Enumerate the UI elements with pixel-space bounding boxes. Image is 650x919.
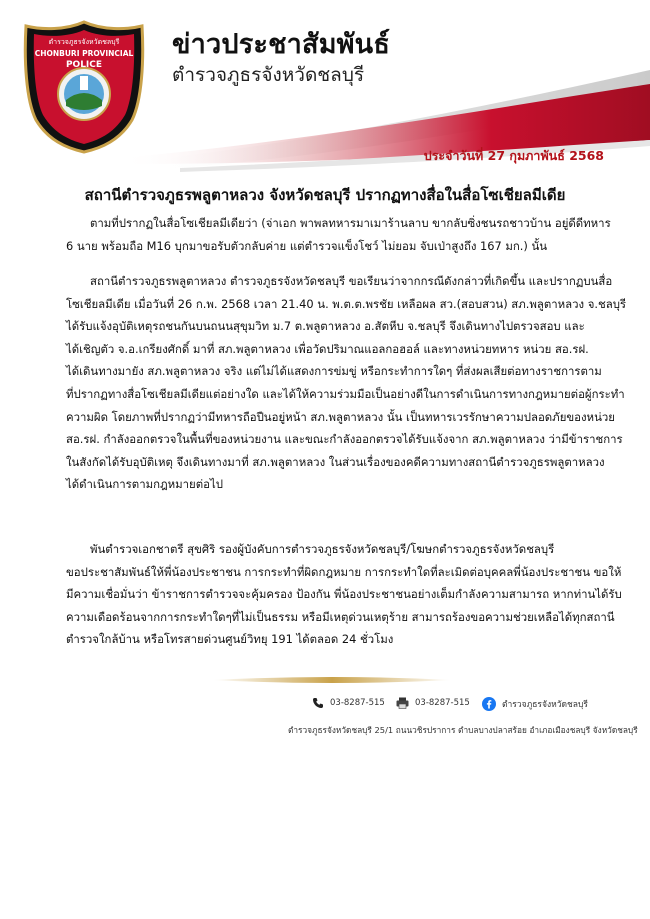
paragraph-line: โซเชียลมีเดีย เมื่อวันที่ 26 ก.พ. 2568 เวลา 21.40 น. พ.ต.ต.พรชัย เหลือผล สว.(สอบสวน) สภ.พลูตาหลวง จ.ชลบุรี	[66, 296, 627, 311]
paragraph-line: ตามที่ปรากฏในสื่อโซเชียลมีเดียว่า (จ่าเอก พาพลทหารมาเมาร้านลาบ ขากลับซิ่งชนรถชาวบ้าน อยู่ดีดีทหาร	[90, 216, 611, 230]
footer-address: ตำรวจภูธรจังหวัดชลบุรี 25/1 ถนนวชิรปราการ ตำบลบางปลาสร้อย อำเภอเมืองชลบุรี จังหวัดชลบุรี	[288, 725, 638, 735]
svg-text:ตำรวจภูธรจังหวัดชลบุรี: ตำรวจภูธรจังหวัดชลบุรี	[48, 38, 120, 46]
paragraph-line: ได้เดินทางมายัง สภ.พลูตาหลวง จริง แต่ไม่ได้แสดงการข่มขู่ หรือกระทำการใดๆ ที่ส่งผลเสียต่อทางราชการตาม	[66, 364, 602, 379]
release-date: ประจำวันที่ 27 กุมภาพันธ์ 2568	[423, 148, 604, 163]
paragraph-line: ความเดือดร้อนจากการกระทำใดๆที่ไม่เป็นธรรม หรือมีเหตุด่วนเหตุร้าย สามารถร้องขอความช่วยเหลือได้ทุกสถานี	[66, 609, 615, 624]
paragraph-1	[66, 212, 611, 257]
headline: สถานีตำรวจภูธรพลูตาหลวง จังหวัดชลบุรี ปรากฏทางสื่อในสื่อโซเชียลมีเดีย	[84, 186, 566, 204]
fax-number: 03-8287-515	[415, 698, 470, 708]
brand-subtitle: ตำรวจภูธรจังหวัดชลบุรี	[172, 64, 365, 86]
paragraph-2	[66, 270, 627, 496]
paragraph-line: มีความเชื่อมั่นว่า ข้าราชการตำรวจจะคุ้มครอง ป้องกัน พี่น้องประชาชนอย่างเต็มกำลังความสามารถ หากท่านได้รับ	[66, 587, 622, 602]
svg-text:CHONBURI PROVINCIAL: CHONBURI PROVINCIAL	[34, 49, 134, 58]
paragraph-line: ได้ดำเนินการตามกฎหมายต่อไป	[66, 477, 223, 492]
facebook-page-name: ตำรวจภูธรจังหวัดชลบุรี	[502, 700, 588, 710]
phone-icon	[312, 697, 324, 709]
paragraph-line: ที่ปรากฏทางสื่อโซเชียลมีเดียแต่อย่างใด และได้ให้ความร่วมมือเป็นอย่างดีในการดำเนินการทางกฎหมายต่อผู้กระทำ	[66, 386, 625, 401]
police-badge-logo	[22, 20, 146, 154]
gold-divider	[212, 674, 452, 686]
paragraph-line: ได้รับแจ้งอุบัติเหตุรถชนกันบนถนนสุขุมวิท ม.7 ต.พลูตาหลวง อ.สัตหีบ จ.ชลบุรี จึงเดินทางไปตรวจสอบ และ	[66, 319, 585, 334]
brand-title: ข่าวประชาสัมพันธ์	[172, 29, 391, 60]
paragraph-line: ในสังกัดได้รับอุบัติเหตุ จึงเดินทางมาที่ สภ.พลูตาหลวง ในส่วนเรื่องของคดีความทางสถานีตำรวจภูธรพลูตาหลวง	[66, 454, 605, 469]
paragraph-line: 6 นาย พร้อมถือ M16 บุกมาขอรับตัวกลับค่าย แต่ตำรวจแข็งโชว์ ไม่ยอม จับเป่าสูงถึง 167 มก.) นั้น	[66, 238, 548, 253]
paragraph-line: ตำรวจใกล้บ้าน หรือโทรสายด่วนศูนย์วิทยุ 191 ได้ตลอด 24 ชั่วโมง	[66, 632, 394, 647]
phone-number: 03-8287-515	[330, 698, 385, 708]
paragraph-line: ขอประชาสัมพันธ์ให้พี่น้องประชาชน การกระทำที่ผิดกฎหมาย การกระทำใดที่ละเมิดต่อบุคคลพี่น้องประชาชน ขอให้	[66, 564, 622, 579]
svg-text:POLICE: POLICE	[65, 60, 103, 70]
paragraph-line: พันตำรวจเอกชาตรี สุขศิริ รองผู้บังคับการตำรวจภูธรจังหวัดชลบุรี/โฆษกตำรวจภูธรจังหวัดชลบุรี	[90, 542, 555, 556]
paragraph-line: สถานีตำรวจภูธรพลูตาหลวง ตำรวจภูธรจังหวัดชลบุรี ขอเรียนว่าจากกรณีดังกล่าวที่เกิดขึ้น และปรากฏบนสื่อ	[90, 274, 613, 288]
contact-phone[interactable]	[312, 697, 385, 709]
contact-facebook[interactable]	[482, 697, 588, 711]
paragraph-line: สอ.รฝ. กำลังออกตรวจในพื้นที่ของหน่วยงาน และขณะกำลังออกตรวจได้รับแจ้งจาก สภ.พลูตาหลวง ว่ามีข้าราชการ	[66, 432, 623, 447]
paragraph-3	[66, 538, 622, 651]
paragraph-line: ได้เชิญตัว จ.อ.เกรียงศักดิ์ มาที่ สภ.พลูตาหลวง เพื่อวัดปริมาณแอลกอฮอล์ และทางหน่วยทหาร หน่วย สอ.รฝ.	[66, 341, 589, 356]
paragraph-line: ความผิด โดยภาพที่ปรากฏว่ามีทหารถือปืนอยู่หน้า สภ.พลูตาหลวง นั้น เป็นทหารเวรรักษาความปลอดภัยของหน่วย	[66, 409, 615, 424]
contact-fax[interactable]	[396, 697, 470, 709]
fax-icon	[396, 697, 409, 709]
facebook-icon	[482, 697, 496, 711]
